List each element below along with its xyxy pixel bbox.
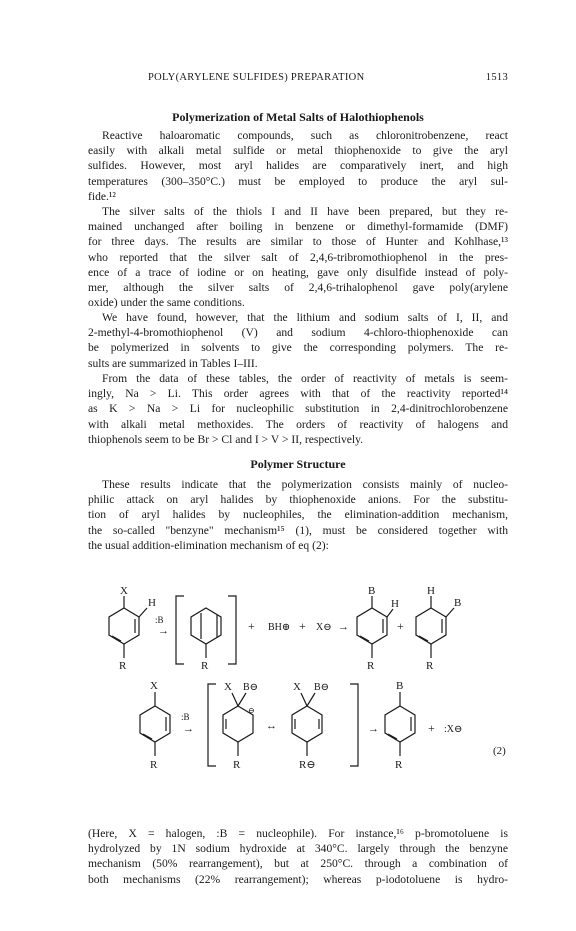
paragraph-lithium-sodium-salts — [88, 310, 508, 371]
text-line: temperatures (300–350°C.) must be employed to produce the aryl sul- — [88, 174, 508, 188]
benzene-ring-reactant-2 — [140, 692, 170, 756]
label-B: B — [368, 586, 376, 597]
text-line: 2-methyl-4-bromothiophenol (V) and sodium 4-chloro-thiophenoxide can — [88, 326, 508, 340]
text-line: who reported that the silver salt of 2,4,6-tribromothiophenol in the pres- — [88, 250, 508, 264]
paragraph-reactive-haloaromatic — [88, 128, 508, 204]
label-R: R — [201, 660, 209, 672]
label-B-minus: B⊖ — [243, 682, 259, 693]
label-X-minus: X⊖ — [316, 622, 332, 633]
benzene-ring-product-3 — [385, 692, 415, 756]
text-line: with alkali metal methoxides. The orders of reactivity of halogens and — [88, 417, 508, 431]
text-line: philic attack on aryl halides by thiophenoxide anions. For the substitu- — [88, 493, 508, 507]
text-line: as K > Na > Li for nucleophilic substitution in 2,4-dinitrochlorobenzene — [88, 402, 508, 416]
text-line: easily with alkali metal sulfide or metal thiophenoxide to give the aryl — [88, 144, 508, 158]
label-H: H — [391, 598, 399, 610]
section-heading-polymerization: Polymerization of Metal Salts of Halothiophenols — [172, 110, 424, 124]
text-line: ence of a trace of iodine or on heating, gave only disulfide instead of poly- — [88, 265, 508, 279]
reaction-arrow: → — [183, 723, 194, 735]
label-minus: ⊖ — [248, 706, 255, 715]
text-line: The silver salts of the thiols I and II have been prepared, but they re- — [102, 205, 508, 218]
text-line: mer, although the silver salts of 2,4,6-trihalophenol gave poly(arylene — [88, 281, 508, 295]
plus-sign: + — [397, 619, 404, 633]
resonance-arrow: ↔ — [266, 720, 277, 732]
label-R: R — [119, 660, 127, 672]
reaction-arrow: → — [338, 621, 349, 633]
text-line: thiophenols seem to be Br > Cl and I > V > II, respectively. — [88, 432, 364, 446]
label-H: H — [427, 586, 435, 597]
label-BH: BH⊕ — [268, 622, 291, 633]
text-line: ingly, Na > Li. This order agrees with that of the reactivity reported¹⁴ — [88, 387, 508, 401]
text-line: (Here, X = halogen, :B = nucleophile). For instance,¹⁶ p-bromotoluene is — [88, 827, 508, 840]
plus-sign: + — [248, 619, 255, 633]
reaction-scheme — [88, 586, 548, 822]
text-line: sulfides. However, most aryl halides are comparatively inert, and high — [88, 159, 508, 173]
benzene-ring-reactant — [109, 596, 147, 658]
benzene-ring-product-1 — [357, 596, 393, 658]
label-H: H — [148, 597, 156, 609]
text-line: fide.¹² — [88, 189, 116, 203]
paragraph-nucleophilic-attack — [88, 477, 508, 553]
label-R: R — [233, 759, 241, 771]
text-line: for three days. The results are similar to those of Hunter and Kohlhase,¹³ — [88, 235, 508, 249]
reaction-arrow: → — [158, 625, 169, 637]
section-heading-polymer-structure: Polymer Structure — [250, 457, 346, 471]
text-line: oxide) under the same conditions. — [88, 296, 245, 310]
text-line: Reactive haloaromatic compounds, such as chloronitrobenzene, react — [102, 129, 508, 142]
label-B-minus: B⊖ — [314, 682, 330, 693]
meisenheimer-bracket — [208, 684, 358, 766]
text-line: both mechanisms (22% rearrangement); whereas p-iodotoluene is hydro- — [88, 872, 508, 886]
label-X: X — [224, 681, 232, 693]
label-colonX: :X⊖ — [444, 724, 463, 735]
running-head-title: POLY(ARYLENE SULFIDES) PREPARATION — [148, 72, 365, 83]
label-X: X — [150, 680, 158, 692]
text-line: be polymerized in solvents to give the corresponding polymers. The re- — [88, 341, 508, 355]
label-colonB: :B — [155, 615, 164, 625]
label-B: B — [396, 680, 404, 692]
benzyne-bracket — [176, 596, 236, 664]
text-line: These results indicate that the polymerization consists mainly of nucleo- — [102, 478, 508, 491]
label-R: R — [367, 660, 375, 672]
equation-number: (2) — [493, 745, 506, 757]
text-line: the so-called "benzyne" mechanism¹⁵ (1), must be considered together with — [88, 523, 508, 537]
label-B: B — [454, 597, 462, 609]
text-line: tion of aryl halides by nucleophiles, the elimination-addition mechanism, — [88, 508, 508, 522]
text-line: We have found, however, that the lithium and sodium salts of I, II, and — [102, 311, 508, 324]
plus-sign: + — [428, 721, 435, 735]
text-line: sults are summarized in Tables I–III. — [88, 356, 258, 370]
paragraph-reactivity-order — [88, 371, 508, 447]
text-line: From the data of these tables, the order of reactivity of metals is seem- — [102, 372, 508, 385]
label-colonB: :B — [181, 712, 190, 722]
label-R: R — [395, 759, 403, 771]
reaction-arrow: → — [368, 723, 379, 735]
paragraph-here-x-halogen — [88, 826, 508, 887]
text-line: hydrolyzed by 1N sodium hydroxide at 340°C. largely through the benzyne — [88, 842, 508, 856]
page-number: 1513 — [485, 72, 508, 83]
paragraph-silver-salts — [88, 204, 508, 310]
label-R: R — [150, 759, 158, 771]
text-line: mechanism (50% rearrangement), but at 250°C. through a combination of — [88, 857, 508, 871]
benzene-ring-product-2 — [416, 596, 454, 658]
label-R-anion: R⊖ — [299, 759, 316, 771]
label-X: X — [120, 586, 128, 597]
plus-sign: + — [299, 619, 306, 633]
text-line: mained unchanged after boiling in benzene or dimethyl-formamide (DMF) — [88, 220, 508, 234]
text-line: the usual addition-elimination mechanism of eq (2): — [88, 538, 329, 552]
label-R: R — [426, 660, 434, 672]
label-X: X — [293, 681, 301, 693]
